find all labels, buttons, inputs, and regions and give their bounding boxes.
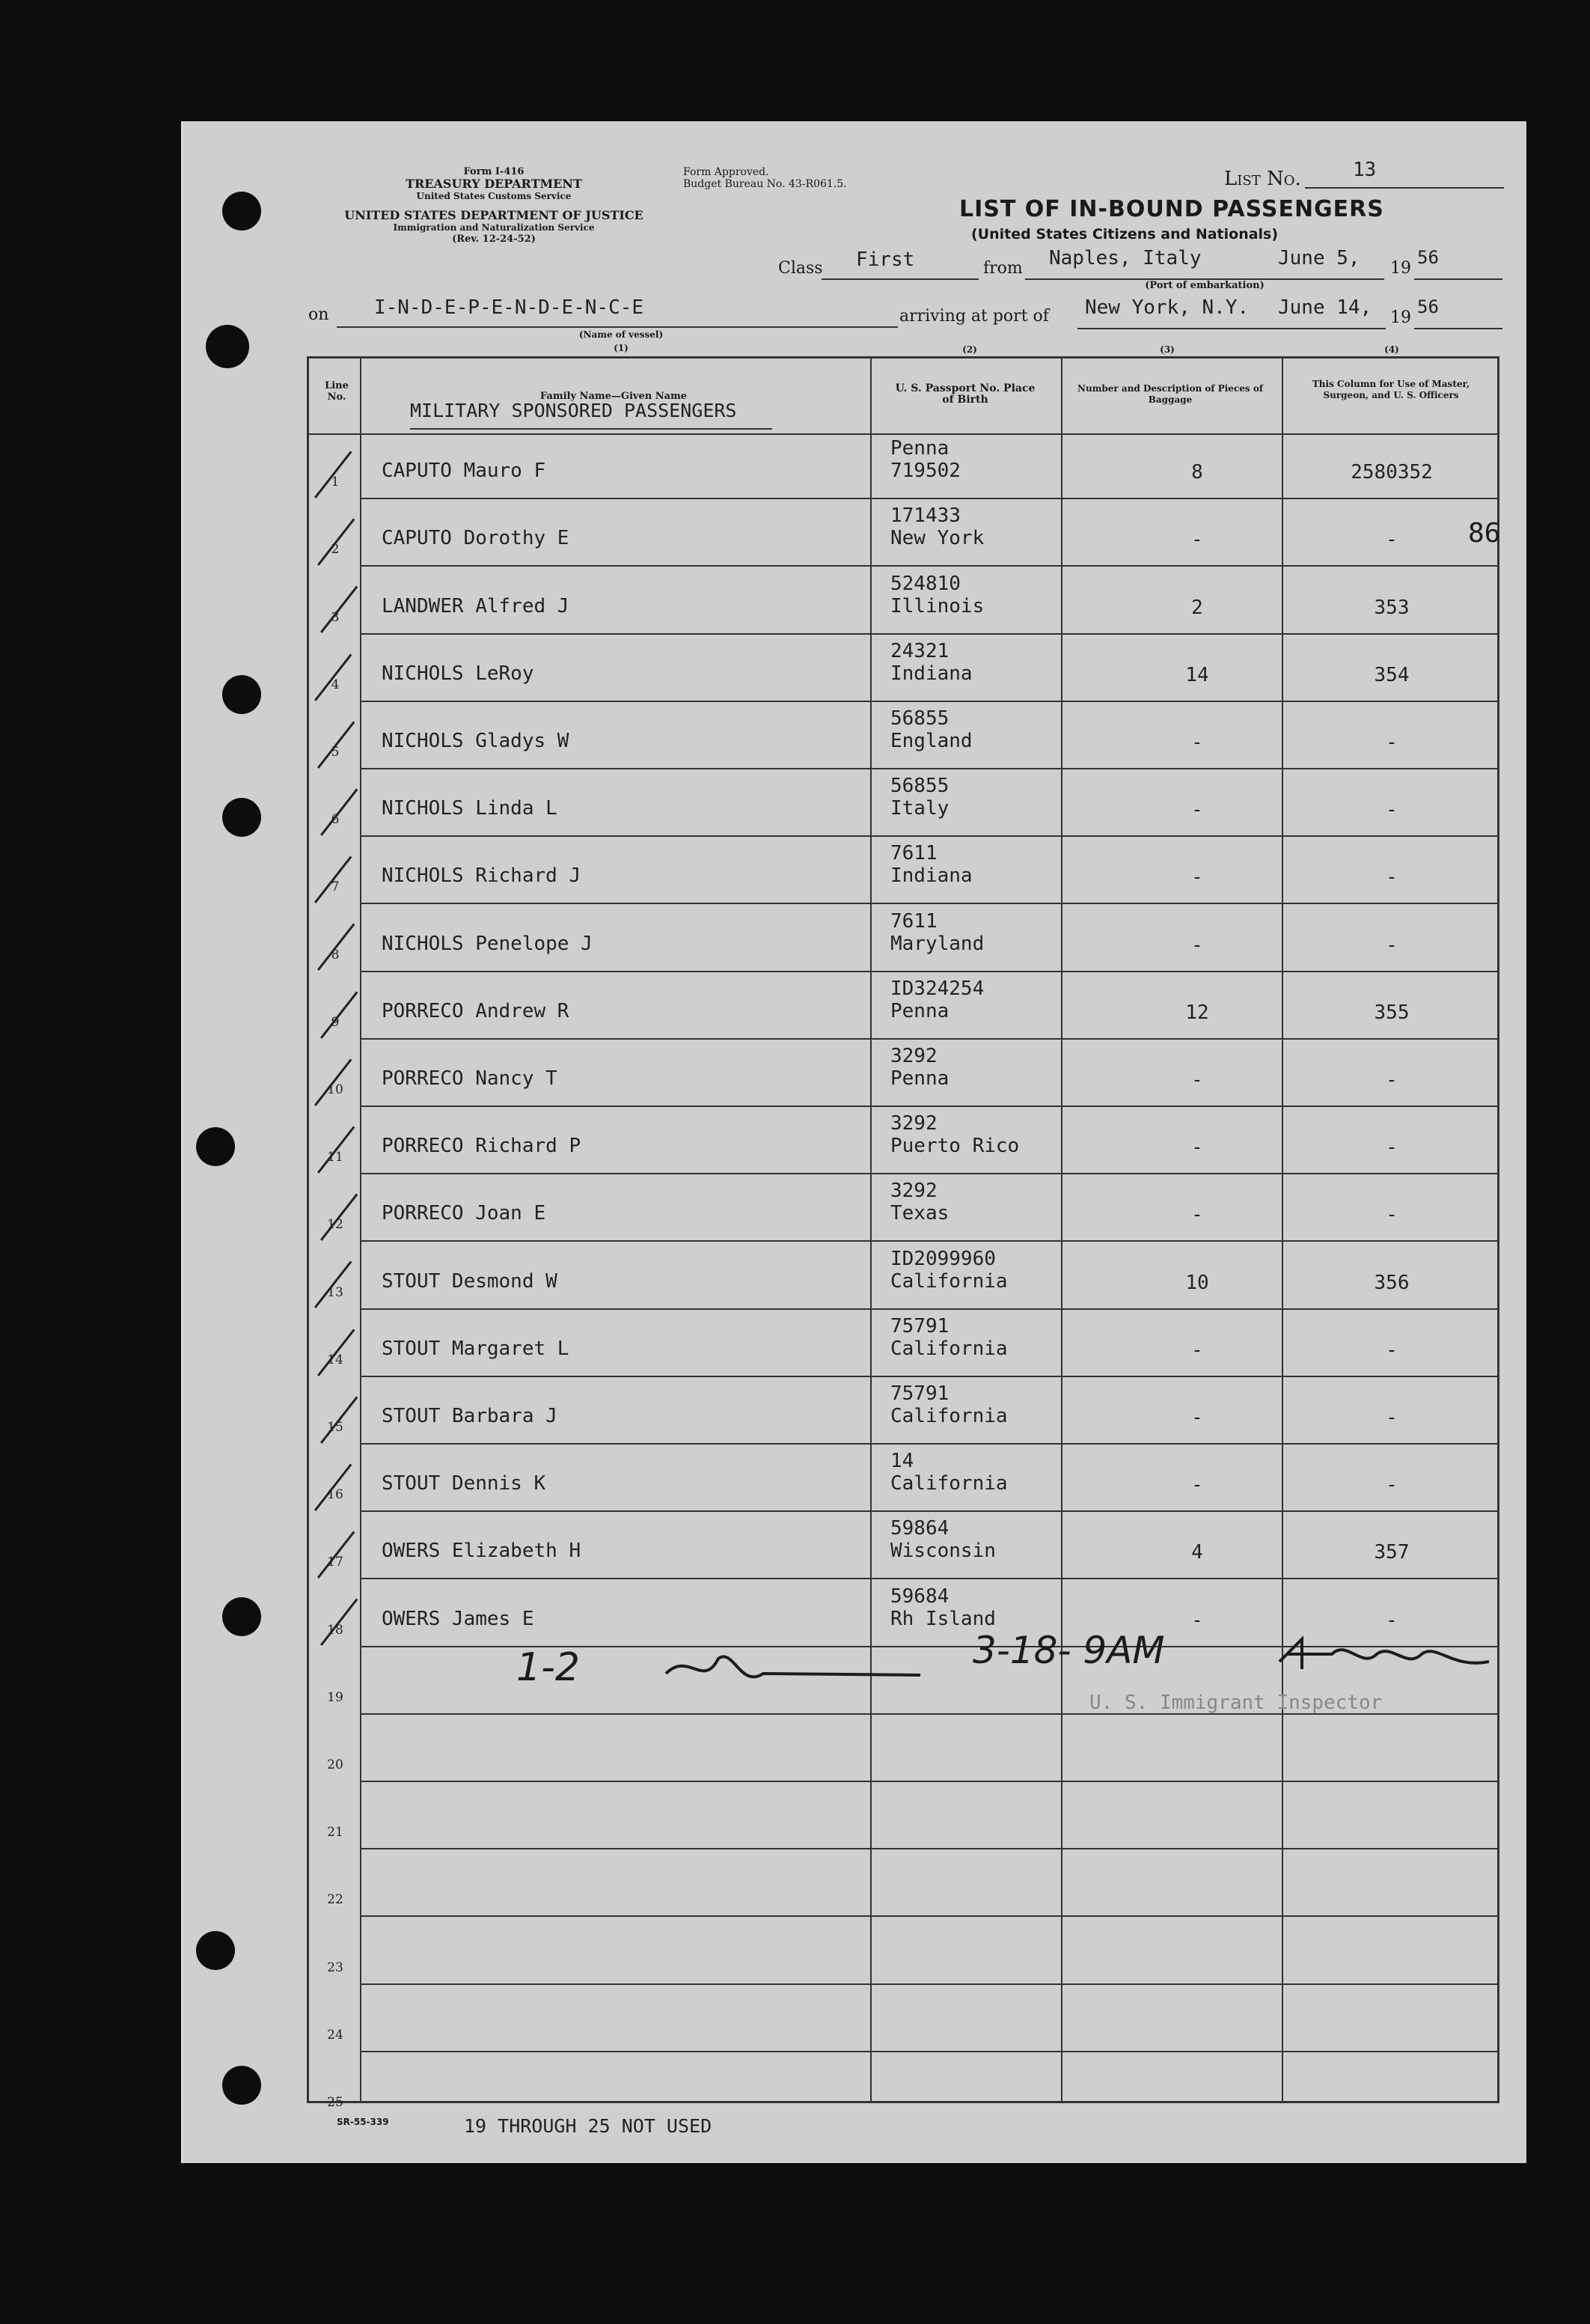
col4-number: (4) (1384, 344, 1399, 355)
baggage-count: 14 (1185, 663, 1209, 686)
line-number: 2 (331, 542, 340, 558)
passport-line1: 14 (890, 1450, 914, 1473)
page-subtitle: (United States Citizens and Nationals) (971, 226, 1279, 243)
line-number: 18 (327, 1622, 343, 1638)
passport-line1: 3292 (890, 1045, 938, 1067)
binder-hole (196, 1127, 235, 1166)
passport-line1: 56855 (890, 707, 950, 730)
line-number: 23 (327, 1959, 343, 1975)
line-number: 16 (327, 1487, 343, 1503)
officer-use: 356 (1374, 1271, 1410, 1294)
header-officers: This Column for Use of Master, Surgeon, and U. S. Officers (1312, 379, 1470, 400)
revision: (Rev. 12-24-52) (452, 234, 536, 245)
line-number: 7 (331, 879, 340, 895)
ins-service: Immigration and Naturalization Service (393, 222, 595, 233)
binder-hole (222, 798, 261, 837)
inspector-signature (1272, 1632, 1496, 1677)
officer-use: 2580352 (1351, 461, 1433, 484)
passenger-name: NICHOLS Richard J (382, 864, 581, 888)
passenger-name: NICHOLS LeRoy (382, 662, 534, 685)
arrival-port: New York, N.Y. (1085, 296, 1250, 319)
passport-line1: 59864 (890, 1517, 950, 1540)
passport-line2: Texas (890, 1202, 950, 1225)
officer-use: 357 (1374, 1541, 1410, 1564)
officer-use: - (1386, 1069, 1398, 1091)
baggage-count: - (1191, 1608, 1203, 1632)
line-number: 12 (327, 1217, 343, 1233)
page-title: LIST OF IN-BOUND PASSENGERS (959, 196, 1384, 222)
line-number: 4 (331, 677, 340, 692)
line-number: 20 (327, 1757, 343, 1772)
officer-use: - (1386, 1338, 1398, 1361)
form-approved (683, 166, 847, 190)
handwritten-left: 1-2 (516, 1645, 580, 1690)
passport-line2: England (890, 730, 973, 752)
baggage-count: 10 (1185, 1271, 1209, 1294)
passport-line2: Rh Island (890, 1607, 996, 1630)
col1-number: (1) (614, 343, 629, 353)
passport-line1: 171433 (890, 504, 961, 528)
passport-line1: 3292 (890, 1112, 938, 1135)
baggage-count: - (1191, 731, 1203, 754)
baggage-count: - (1191, 1204, 1203, 1227)
passport-line2: Maryland (890, 932, 985, 955)
passenger-name: OWERS Elizabeth H (382, 1540, 581, 1563)
passenger-name: CAPUTO Mauro F (382, 460, 546, 483)
passenger-name: OWERS James E (382, 1607, 534, 1630)
header-baggage: Number and Description of Pieces of Baggage (1077, 383, 1263, 405)
line-number: 17 (327, 1555, 343, 1570)
line-number: 15 (327, 1420, 343, 1435)
passport-line2: Puerto Rico (890, 1135, 1020, 1158)
col2-number: (2) (962, 344, 977, 355)
form-header-left (314, 166, 673, 245)
passport-line2: 719502 (890, 460, 961, 483)
baggage-count: 2 (1191, 596, 1203, 619)
officer-use: - (1386, 1406, 1398, 1429)
binder-hole (206, 325, 249, 368)
budget-text: Budget Bureau No. 43-R061.5. (683, 178, 847, 190)
header-group: MILITARY SPONSORED PASSENGERS (410, 400, 737, 421)
arriving-label: arriving at port of (899, 307, 1049, 326)
header-name: Family Name—Given Name (539, 391, 688, 402)
vessel-note: (Name of vessel) (578, 329, 664, 340)
year-prefix-1: 19 (1390, 259, 1411, 278)
baggage-count: - (1191, 1474, 1203, 1497)
line-number: 21 (327, 1825, 343, 1840)
passport-line1: 56855 (890, 775, 950, 798)
embark-year: 56 (1417, 247, 1439, 268)
handwritten-initials (658, 1644, 928, 1696)
line-number: 10 (327, 1082, 343, 1097)
baggage-count: - (1191, 799, 1203, 822)
binder-hole (196, 1931, 235, 1970)
line-number: 25 (327, 2095, 343, 2110)
passenger-name: PORRECO Andrew R (382, 999, 569, 1022)
passport-line1: Penna (890, 437, 950, 460)
passenger-name: NICHOLS Linda L (382, 797, 557, 820)
passport-line2: California (890, 1405, 1008, 1427)
passport-line2: Wisconsin (890, 1540, 996, 1563)
baggage-count: - (1191, 866, 1203, 889)
footer-code: SR-55-339 (337, 2117, 389, 2127)
officer-use: - (1386, 528, 1398, 552)
passport-line1: 24321 (890, 639, 950, 662)
passport-line1: 75791 (890, 1382, 950, 1405)
binder-hole (222, 192, 261, 231)
officer-use: - (1386, 933, 1398, 957)
line-number: 11 (327, 1150, 343, 1165)
binder-hole (222, 1597, 261, 1636)
passport-line1: 75791 (890, 1314, 950, 1338)
line-number: 24 (327, 2027, 343, 2043)
baggage-count: 12 (1185, 1001, 1209, 1024)
passport-line1: 7611 (890, 842, 938, 865)
passport-line2: California (890, 1472, 1008, 1495)
passport-line1: 3292 (890, 1180, 938, 1203)
baggage-count: 4 (1191, 1541, 1203, 1564)
embark-port: Naples, Italy (1049, 247, 1202, 269)
form-number: Form I-416 (463, 166, 525, 177)
col3-number: (3) (1160, 344, 1175, 355)
arrival-year: 56 (1417, 296, 1439, 317)
baggage-count: 8 (1191, 461, 1203, 484)
binder-hole (222, 2066, 261, 2105)
officer-use: - (1386, 1204, 1398, 1227)
approved-text: Form Approved. (683, 166, 769, 178)
passport-line2: Illinois (890, 594, 985, 617)
from-label: from (983, 259, 1023, 278)
passenger-name: NICHOLS Gladys W (382, 730, 569, 752)
baggage-count: - (1191, 1338, 1203, 1361)
officer-use: - (1386, 1474, 1398, 1497)
line-number: 5 (331, 745, 340, 760)
passport-line1: ID2099960 (890, 1247, 996, 1270)
officer-use: - (1386, 799, 1398, 822)
handwritten-time: 3-18- 9AM (973, 1629, 1165, 1672)
passenger-name: STOUT Dennis K (382, 1472, 546, 1495)
header-line-no: Line No. (325, 380, 349, 403)
line-number: 9 (331, 1014, 340, 1030)
passenger-name: CAPUTO Dorothy E (382, 527, 569, 550)
class-label: Class (778, 259, 823, 278)
line-number: 14 (327, 1352, 343, 1367)
line-number: 19 (327, 1689, 343, 1705)
passenger-name: PORRECO Joan E (382, 1202, 546, 1225)
line-number: 13 (327, 1284, 343, 1300)
passport-line1: 524810 (890, 572, 961, 595)
passport-line2: Penna (890, 999, 950, 1022)
passport-line2: California (890, 1337, 1008, 1360)
justice-dept: UNITED STATES DEPARTMENT OF JUSTICE (344, 208, 643, 222)
baggage-count: - (1191, 1136, 1203, 1159)
footer-note: 19 THROUGH 25 NOT USED (464, 2115, 712, 2137)
officer-use: - (1386, 1608, 1398, 1632)
port-note: (Port of embarkation) (1145, 280, 1265, 291)
officer-use: - (1386, 731, 1398, 754)
passport-line2: California (890, 1269, 1008, 1293)
passport-line1: ID324254 (890, 977, 985, 1000)
officer-use: 354 (1374, 663, 1410, 686)
passenger-name: PORRECO Richard P (382, 1135, 581, 1158)
officer-use: - (1386, 1136, 1398, 1159)
customs-service: United States Customs Service (416, 191, 572, 201)
list-no-value: 13 (1353, 159, 1377, 181)
passport-line2: New York (890, 527, 985, 550)
line-number: 6 (331, 812, 340, 828)
passport-line2: Penna (890, 1067, 950, 1090)
passenger-name: NICHOLS Penelope J (382, 932, 593, 955)
passenger-name: PORRECO Nancy T (382, 1067, 557, 1090)
header-passport: U. S. Passport No. Place of Birth (895, 382, 1036, 406)
line-number: 8 (331, 947, 340, 963)
baggage-count: - (1191, 1069, 1203, 1091)
passenger-name: STOUT Desmond W (382, 1269, 557, 1293)
margin-number: 86 (1468, 518, 1501, 549)
binder-hole (222, 675, 261, 714)
passport-line1: 7611 (890, 909, 938, 933)
line-number: 22 (327, 1892, 343, 1908)
vessel-name: I-N-D-E-P-E-N-D-E-N-C-E (374, 296, 644, 319)
list-no-label: List No. (1224, 168, 1301, 190)
officer-use: 355 (1374, 1001, 1410, 1024)
officer-use: 353 (1374, 596, 1410, 619)
line-number: 1 (331, 475, 340, 490)
arrival-date: June 14, (1278, 296, 1372, 319)
passport-line2: Indiana (890, 864, 973, 888)
baggage-count: - (1191, 1406, 1203, 1429)
officer-use: - (1386, 866, 1398, 889)
baggage-count: - (1191, 528, 1203, 552)
line-number: 3 (331, 609, 340, 625)
class-value: First (856, 248, 915, 271)
passport-line1: 59684 (890, 1585, 950, 1608)
passport-line2: Italy (890, 797, 950, 820)
inspector-title: U. S. Immigrant Inspector (1089, 1692, 1383, 1714)
on-label: on (308, 305, 329, 324)
baggage-count: - (1191, 933, 1203, 957)
passport-line2: Indiana (890, 662, 973, 685)
passenger-name: STOUT Margaret L (382, 1337, 569, 1360)
embark-date: June 5, (1278, 247, 1360, 269)
passenger-name: STOUT Barbara J (382, 1405, 557, 1427)
passenger-name: LANDWER Alfred J (382, 594, 569, 617)
year-prefix-2: 19 (1390, 308, 1411, 327)
treasury-dept: TREASURY DEPARTMENT (406, 177, 582, 191)
